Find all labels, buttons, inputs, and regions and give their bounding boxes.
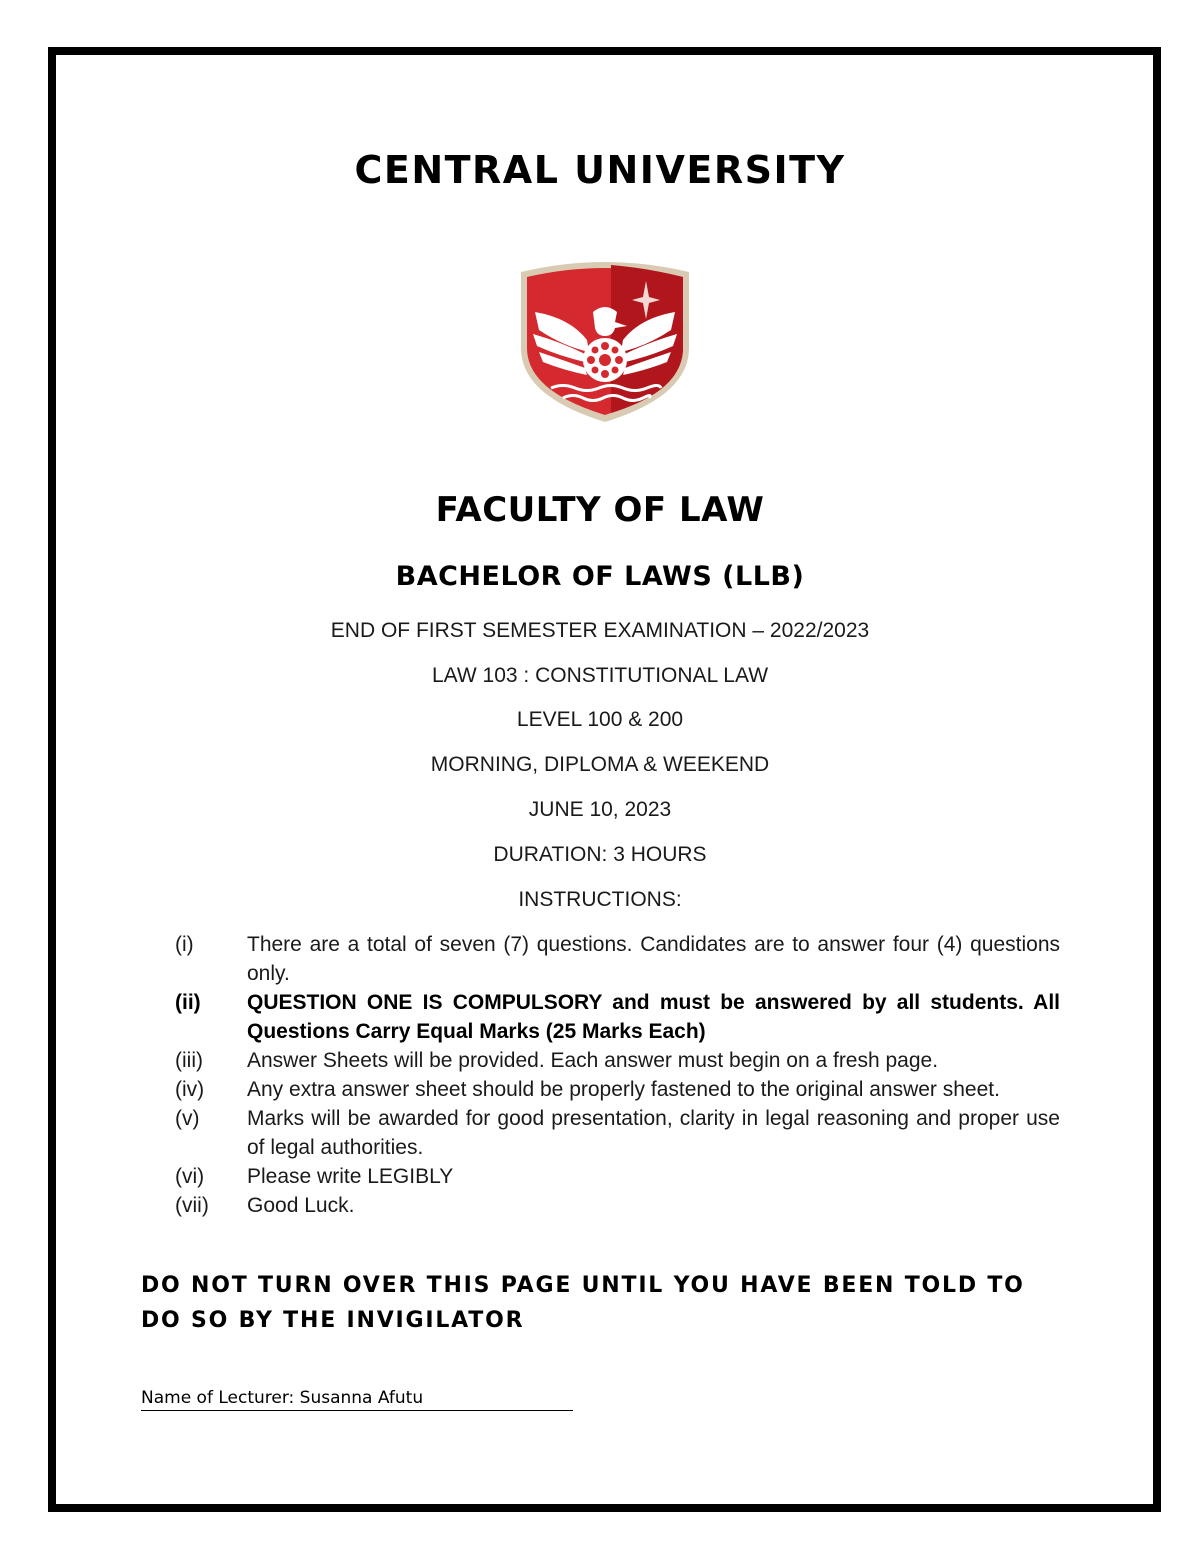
list-item xyxy=(175,930,1060,988)
item-text: QUESTION ONE IS COMPULSORY and must be answered by all students. All Questions Carry Equal Marks (25 Marks Each) xyxy=(247,991,1060,1043)
item-number: (vii) xyxy=(175,1194,209,1217)
list-item xyxy=(175,1075,1060,1104)
item-text: Answer Sheets will be provided. Each answer must begin on a fresh page. xyxy=(247,1049,939,1072)
instructions-heading: INSTRUCTIONS: xyxy=(518,888,682,911)
list-item xyxy=(175,1046,1060,1075)
warning-notice: DO NOT TURN OVER THIS PAGE UNTIL YOU HAVE BEEN TOLD TO DO SO BY THE INVIGILATOR xyxy=(141,1273,1025,1333)
item-number: (vi) xyxy=(175,1165,205,1188)
instructions-list xyxy=(175,930,1060,1220)
item-number: (i) xyxy=(175,933,194,956)
exam-title: END OF FIRST SEMESTER EXAMINATION – 2022/2023 xyxy=(330,619,870,642)
sessions: MORNING, DIPLOMA & WEEKEND xyxy=(430,753,770,776)
list-item xyxy=(175,1162,1060,1191)
duration: DURATION: 3 HOURS xyxy=(493,843,707,866)
degree-title: BACHELOR OF LAWS (LLB) xyxy=(395,561,805,592)
faculty-title: FACULTY OF LAW xyxy=(435,490,765,530)
item-text: Marks will be awarded for good presentation, clarity in legal reasoning and proper use of legal authorities. xyxy=(247,1107,1060,1159)
level: LEVEL 100 & 200 xyxy=(516,708,684,731)
item-text: Good Luck. xyxy=(247,1194,355,1217)
university-name: CENTRAL UNIVERSITY xyxy=(354,148,846,192)
university-crest-eagle-icon xyxy=(515,256,695,426)
item-text: There are a total of seven (7) questions. Candidates are to answer four (4) questions only. xyxy=(247,933,1060,985)
item-number: (v) xyxy=(175,1107,200,1130)
item-number: (iii) xyxy=(175,1049,203,1072)
list-item xyxy=(175,1191,1060,1220)
exam-date: JUNE 10, 2023 xyxy=(528,798,672,821)
list-item xyxy=(175,988,1060,1046)
item-text: Please write LEGIBLY xyxy=(247,1165,454,1188)
lecturer-name: Name of Lecturer: Susanna Afutu xyxy=(141,1388,573,1411)
course-title: LAW 103 : CONSTITUTIONAL LAW xyxy=(431,664,769,687)
item-number: (ii) xyxy=(175,991,201,1014)
item-text: Any extra answer sheet should be properly fastened to the original answer sheet. xyxy=(247,1078,1000,1101)
item-number: (iv) xyxy=(175,1078,205,1101)
list-item xyxy=(175,1104,1060,1162)
